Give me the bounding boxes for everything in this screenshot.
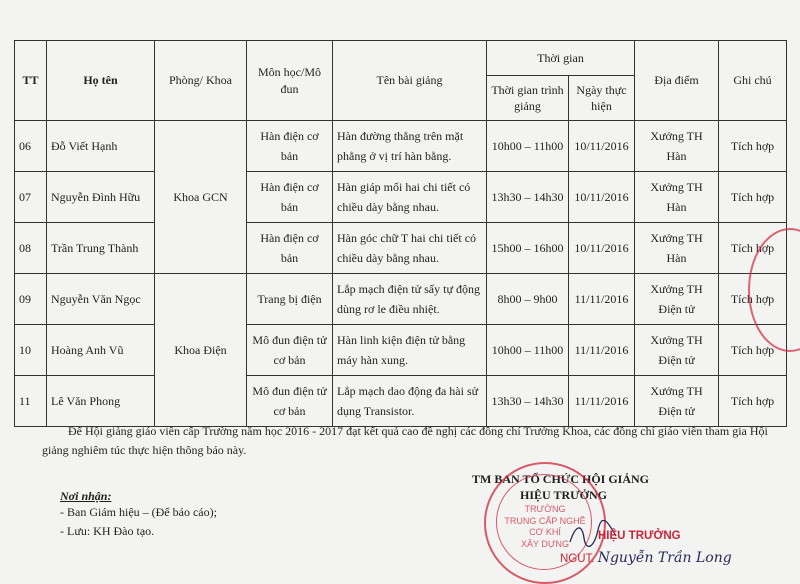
cell-lesson: Lắp mạch dao động đa hài sử dụng Transistor. — [333, 376, 487, 427]
recipient-item: - Ban Giám hiệu – (Để báo cáo); — [60, 505, 217, 519]
col-tt: TT — [15, 41, 47, 121]
cell-department: Khoa Điện — [155, 274, 247, 427]
closing-note: Để Hội giảng giáo viên cấp Trường năm học 2016 - 2017 đạt kết quả cao đề nghị các đồng chí Trưởng Khoa, các đồng chí giáo viên tham gia Hội giảng nghiêm túc thực hiện thông báo này. — [42, 424, 768, 457]
col-thoi-gian-trinh-giang: Thời gian trình giảng — [487, 76, 569, 121]
signer-name-text: Nguyễn Trần Long — [597, 550, 732, 566]
cell-time: 10h00 – 11h00 — [487, 121, 569, 172]
cell-date: 11/11/2016 — [569, 376, 635, 427]
col-mon-hoc: Môn học/Mô đun — [247, 41, 333, 121]
col-dia-diem: Địa điểm — [635, 41, 719, 121]
cell-tt: 07 — [15, 172, 47, 223]
cell-department: Khoa GCN — [155, 121, 247, 274]
col-ngay-thuc-hien: Ngày thực hiện — [569, 76, 635, 121]
cell-lesson: Hàn đường thẳng trên mặt phẳng ở vị trí hàn bằng. — [333, 121, 487, 172]
cell-tt: 09 — [15, 274, 47, 325]
cell-time: 13h30 – 14h30 — [487, 172, 569, 223]
signature-org: TM BAN TỔ CHỨC HỘI GIẢNG — [472, 472, 650, 486]
cell-date: 11/11/2016 — [569, 274, 635, 325]
cell-note: Tích hợp — [719, 274, 787, 325]
cell-tt: 10 — [15, 325, 47, 376]
cell-lesson: Hàn linh kiện điện tử bằng máy hàn xung. — [333, 325, 487, 376]
table-row — [15, 274, 787, 325]
cell-subject: Hàn điện cơ bản — [247, 172, 333, 223]
cell-time: 15h00 – 16h00 — [487, 223, 569, 274]
stamp-line: CƠ KHÍ — [529, 527, 561, 538]
cell-note: Tích hợp — [719, 121, 787, 172]
cell-name: Trần Trung Thành — [47, 223, 155, 274]
cell-note: Tích hợp — [719, 376, 787, 427]
cell-lesson: Hàn góc chữ T hai chi tiết có chiều dày bằng nhau. — [333, 223, 487, 274]
signer-name — [560, 548, 732, 570]
cell-date: 10/11/2016 — [569, 121, 635, 172]
stamp-line: XÂY DỰNG — [520, 539, 570, 550]
signer-prefix: NGUT. — [560, 553, 595, 565]
table-row — [15, 121, 787, 172]
cell-tt: 11 — [15, 376, 47, 427]
cell-time: 8h00 – 9h00 — [487, 274, 569, 325]
cell-note: Tích hợp — [719, 325, 787, 376]
table-row — [15, 376, 787, 427]
cell-subject: Hàn điện cơ bản — [247, 121, 333, 172]
cell-lesson: Hàn giáp mối hai chi tiết có chiều dày bằng nhau. — [333, 172, 487, 223]
cell-time: 10h00 – 11h00 — [487, 325, 569, 376]
recipients-title: Nơi nhận: — [60, 489, 112, 503]
cell-place: Xưởng TH Hàn — [635, 223, 719, 274]
col-phong-khoa: Phòng/ Khoa — [155, 41, 247, 121]
cell-note: Tích hợp — [719, 223, 787, 274]
signer-title: HIỆU TRƯỞNG — [598, 530, 681, 542]
col-ten-bai-giang: Tên bài giảng — [333, 41, 487, 121]
recipient-item: - Lưu: KH Đào tạo. — [60, 523, 155, 538]
cell-name: Nguyễn Văn Ngọc — [47, 274, 155, 325]
table-row — [15, 325, 787, 376]
cell-note: Tích hợp — [719, 172, 787, 223]
cell-lesson: Lắp mạch điện tử sấy tự động dùng rơ le điều nhiệt. — [333, 274, 487, 325]
cell-tt: 06 — [15, 121, 47, 172]
cell-date: 10/11/2016 — [569, 172, 635, 223]
cell-subject: Hàn điện cơ bản — [247, 223, 333, 274]
stamp-line: TRUNG CẤP NGHỀ — [504, 515, 586, 526]
cell-subject: Trang bị điện — [247, 274, 333, 325]
cell-name: Hoàng Anh Vũ — [47, 325, 155, 376]
cell-tt: 08 — [15, 223, 47, 274]
col-ghi-chu: Ghi chú — [719, 41, 787, 121]
col-ho-ten: Họ tên — [47, 41, 155, 121]
cell-place: Xưởng TH Điện tử — [635, 325, 719, 376]
col-thoi-gian: Thời gian — [487, 41, 635, 76]
cell-place: Xưởng TH Hàn — [635, 172, 719, 223]
cell-time: 13h30 – 14h30 — [487, 376, 569, 427]
cell-name: Đỗ Viết Hạnh — [47, 121, 155, 172]
cell-date: 11/11/2016 — [569, 325, 635, 376]
cell-date: 10/11/2016 — [569, 223, 635, 274]
stamp-line: TRƯỜNG — [524, 504, 566, 514]
cell-subject: Mô đun điện tử cơ bản — [247, 325, 333, 376]
cell-place: Xưởng TH Điện tử — [635, 376, 719, 427]
cell-subject: Mô đun điện tử cơ bản — [247, 376, 333, 427]
table-row — [15, 172, 787, 223]
cell-place: Xưởng TH Hàn — [635, 121, 719, 172]
table-row — [15, 223, 787, 274]
recipients-list — [60, 503, 217, 540]
cell-name: Lê Văn Phong — [47, 376, 155, 427]
signature-role: HIỆU TRƯỞNG — [520, 488, 608, 502]
cell-place: Xưởng TH Điện tử — [635, 274, 719, 325]
schedule-table — [14, 40, 787, 427]
cell-name: Nguyễn Đình Hữu — [47, 172, 155, 223]
